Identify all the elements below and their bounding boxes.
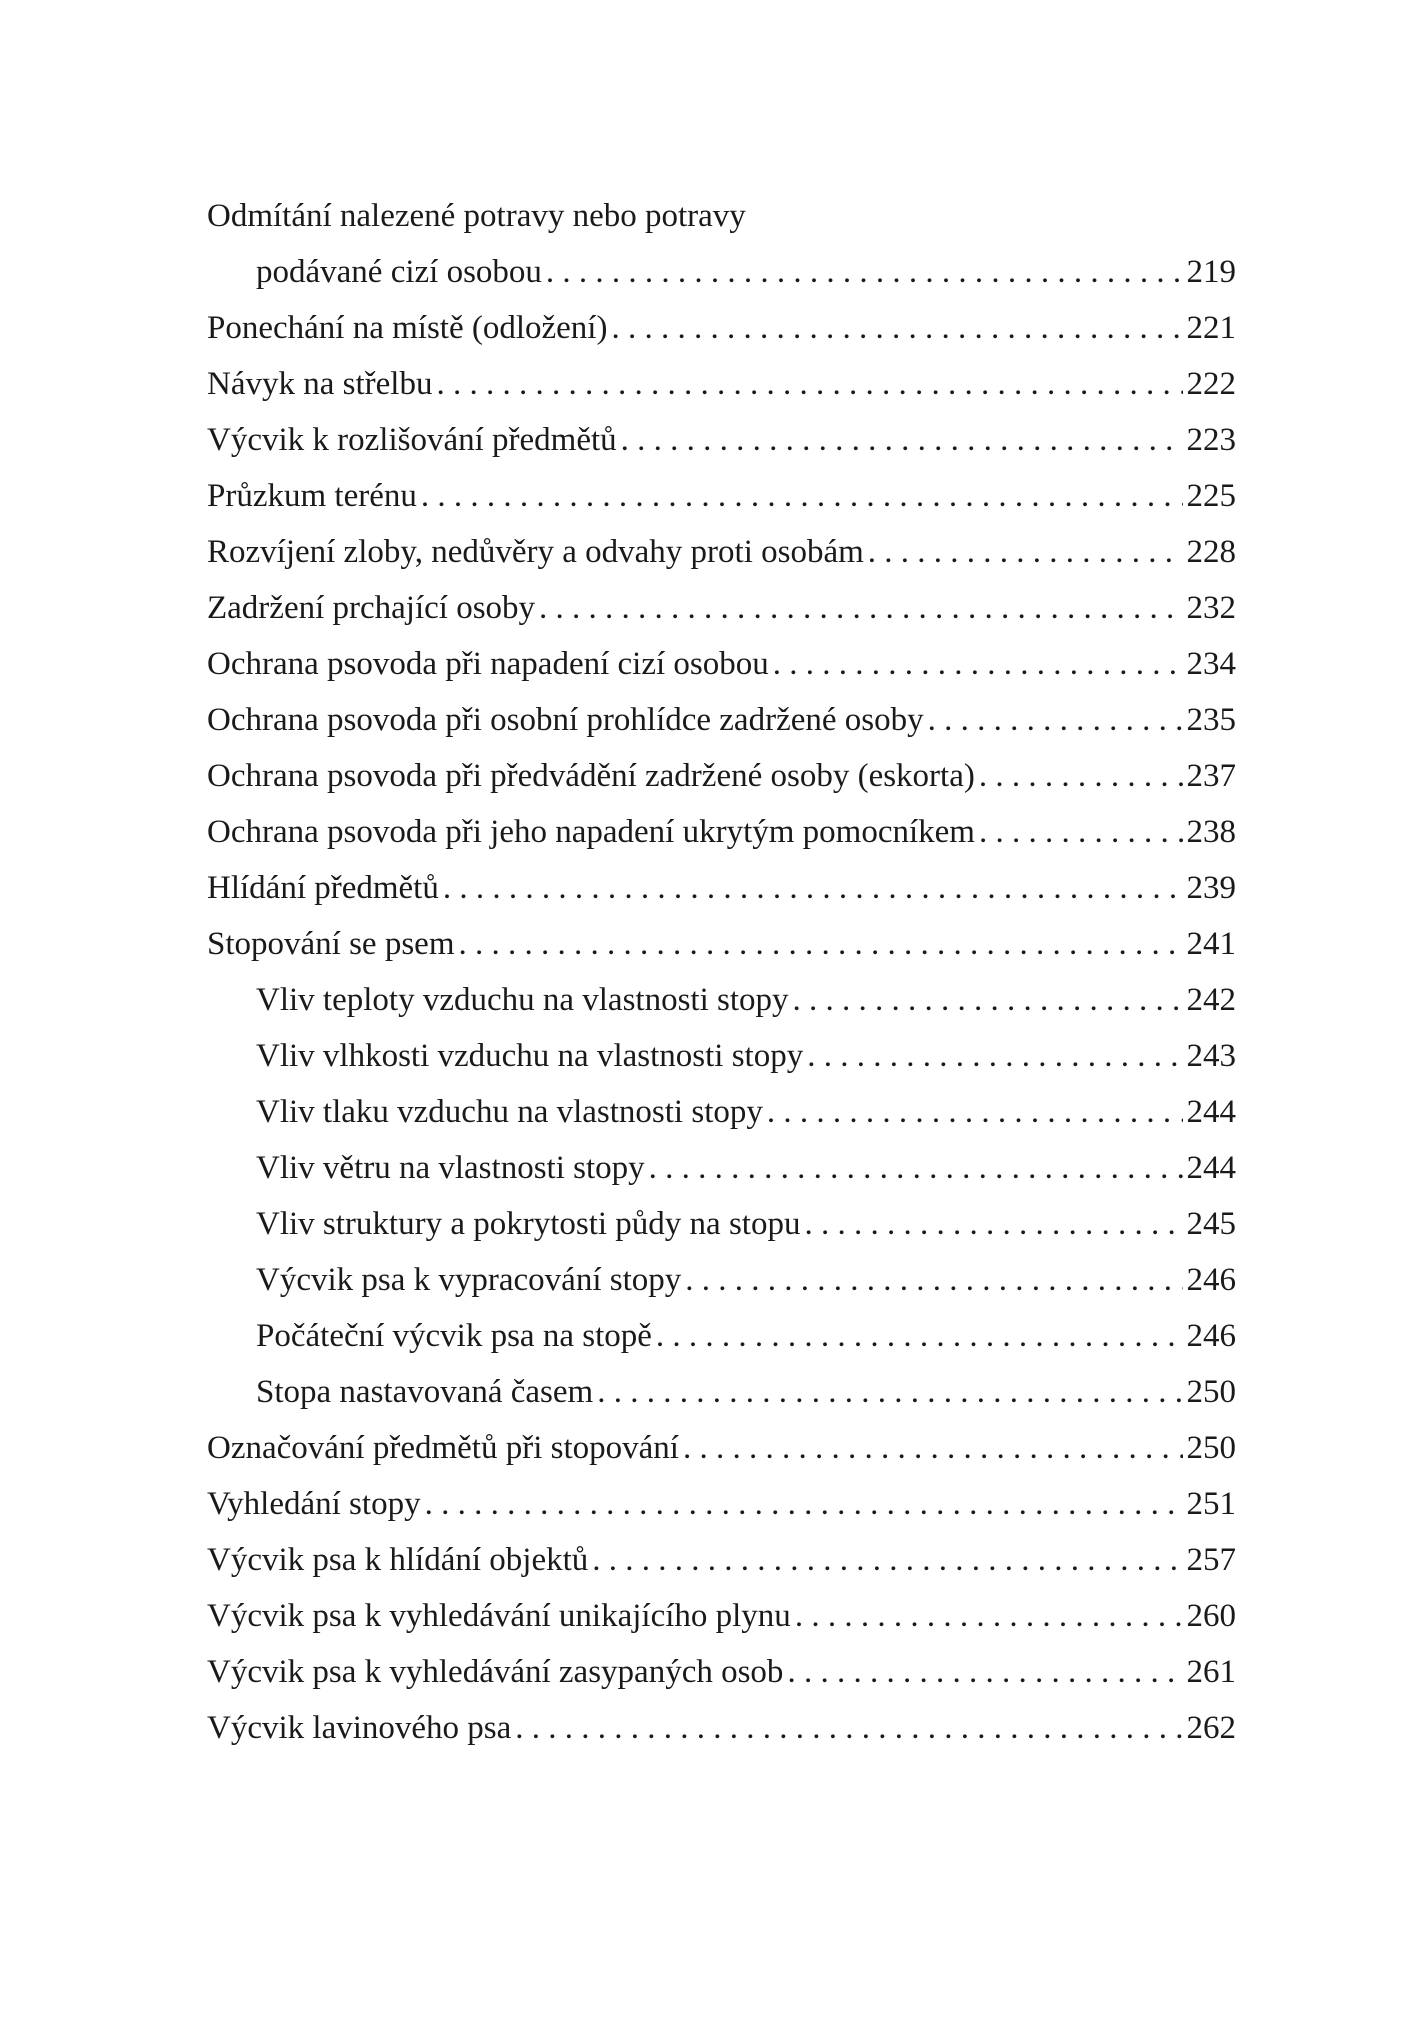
dot-leader — [685, 1252, 1182, 1308]
toc-entry — [207, 1028, 1236, 1084]
toc-entry — [207, 692, 1236, 748]
dot-leader — [767, 1084, 1183, 1140]
toc-page-number: 228 — [1186, 534, 1236, 570]
dot-leader — [787, 1644, 1182, 1700]
dot-leader — [546, 244, 1183, 300]
toc-entry-title: Vliv struktury a pokrytosti půdy na stopu — [256, 1206, 801, 1242]
dot-leader — [611, 300, 1182, 356]
toc-page-number: 257 — [1186, 1542, 1236, 1578]
toc-entry-title: Stopa nastavovaná časem — [256, 1374, 594, 1410]
dot-leader — [683, 1420, 1183, 1476]
toc-entry-title-line1: Odmítání nalezené potravy nebo potravy — [207, 198, 746, 234]
toc-entry — [207, 1476, 1236, 1532]
toc-entry-title: Výcvik psa k hlídání objektů — [207, 1542, 589, 1578]
toc-entry — [207, 804, 1236, 860]
dot-leader — [597, 1364, 1182, 1420]
toc-entry — [207, 300, 1236, 356]
dot-leader — [793, 972, 1183, 1028]
dot-leader — [807, 1028, 1182, 1084]
toc-entry — [207, 580, 1236, 636]
toc-page-number: 225 — [1186, 478, 1236, 514]
toc-entry-title: Vyhledání stopy — [207, 1486, 421, 1522]
toc-entry — [207, 468, 1236, 524]
toc-entry — [207, 1532, 1236, 1588]
toc-entry-title: Zadržení prchající osoby — [207, 590, 536, 626]
toc-entry-title: Vliv větru na vlastnosti stopy — [256, 1150, 645, 1186]
toc-entry-list — [207, 300, 1236, 1756]
toc-entry — [207, 1252, 1236, 1308]
toc-page-number: 243 — [1186, 1038, 1236, 1074]
toc-page-number: 223 — [1186, 422, 1236, 458]
toc-page-number: 250 — [1186, 1374, 1236, 1410]
toc-entry-title: Hlídání předmětů — [207, 870, 439, 906]
toc-entry-title: Výcvik psa k vyhledávání zasypaných osob — [207, 1654, 784, 1690]
toc-page-number: 241 — [1186, 926, 1236, 962]
dot-leader — [443, 860, 1183, 916]
dot-leader — [773, 636, 1183, 692]
dot-leader — [436, 356, 1182, 412]
dot-leader — [795, 1588, 1183, 1644]
dot-leader — [592, 1532, 1182, 1588]
toc-entry-title: Ochrana psovoda při osobní prohlídce zadržené osoby — [207, 702, 924, 738]
toc-entry-title: Výcvik lavinového psa — [207, 1710, 512, 1746]
toc-entry-title: Ochrana psovoda při jeho napadení ukrytým pomocníkem — [207, 814, 975, 850]
toc-page-number: 245 — [1186, 1206, 1236, 1242]
dot-leader — [458, 916, 1182, 972]
toc-page-number: 246 — [1186, 1318, 1236, 1354]
toc-page-number: 244 — [1186, 1094, 1236, 1130]
dot-leader — [539, 580, 1182, 636]
toc-entry-title: Rozvíjení zloby, nedůvěry a odvahy proti osobám — [207, 534, 864, 570]
toc-entry-title: Návyk na střelbu — [207, 366, 433, 402]
toc-entry — [207, 1196, 1236, 1252]
toc-entry-title: podávané cizí osobou — [256, 254, 542, 290]
toc-page-number: 222 — [1186, 366, 1236, 402]
toc-page-number: 246 — [1186, 1262, 1236, 1298]
toc-page-number: 262 — [1186, 1710, 1236, 1746]
toc-entry — [207, 748, 1236, 804]
toc-entry — [207, 524, 1236, 580]
toc-page-number: 237 — [1186, 758, 1236, 794]
toc-entry — [207, 1700, 1236, 1756]
toc-page-number: 239 — [1186, 870, 1236, 906]
toc-entry-title: Výcvik k rozlišování předmětů — [207, 422, 617, 458]
toc-entry-title: Průzkum terénu — [207, 478, 417, 514]
dot-leader — [868, 524, 1183, 580]
dot-leader — [979, 804, 1183, 860]
toc-page-number: 238 — [1186, 814, 1236, 850]
dot-leader — [649, 1140, 1183, 1196]
dot-leader — [515, 1700, 1182, 1756]
toc-entry — [207, 1644, 1236, 1700]
toc-page-number: 251 — [1186, 1486, 1236, 1522]
toc-entry — [207, 1588, 1236, 1644]
toc-entry — [207, 1308, 1236, 1364]
toc-entry — [207, 972, 1236, 1028]
toc-entry-title: Počáteční výcvik psa na stopě — [256, 1318, 652, 1354]
toc-entry-title: Vliv teploty vzduchu na vlastnosti stopy — [256, 982, 789, 1018]
toc-entry-title: Stopování se psem — [207, 926, 455, 962]
dot-leader — [621, 412, 1183, 468]
toc-page-number: 244 — [1186, 1150, 1236, 1186]
toc-page-number: 261 — [1186, 1654, 1236, 1690]
toc-page-number: 260 — [1186, 1598, 1236, 1634]
toc-page-number: 232 — [1186, 590, 1236, 626]
dot-leader — [421, 468, 1183, 524]
toc-entry — [207, 916, 1236, 972]
dot-leader — [656, 1308, 1183, 1364]
toc-entry-title: Výcvik psa k vypracování stopy — [256, 1262, 682, 1298]
toc-page-number: 242 — [1186, 982, 1236, 1018]
toc-entry — [207, 1364, 1236, 1420]
dot-leader — [425, 1476, 1183, 1532]
toc-page-number: 250 — [1186, 1430, 1236, 1466]
toc-entry-title: Ochrana psovoda při napadení cizí osobou — [207, 646, 769, 682]
toc-page-number: 221 — [1186, 310, 1236, 346]
toc-entry — [207, 244, 1236, 300]
dot-leader — [804, 1196, 1182, 1252]
toc-entry-title: Ochrana psovoda při předvádění zadržené osoby (eskorta) — [207, 758, 975, 794]
table-of-contents — [207, 188, 1236, 1756]
toc-entry — [207, 1420, 1236, 1476]
dot-leader — [979, 748, 1183, 804]
toc-entry-title: Vliv vlhkosti vzduchu na vlastnosti stopy — [256, 1038, 804, 1074]
toc-entry — [207, 1084, 1236, 1140]
toc-page-number: 219 — [1186, 254, 1236, 290]
toc-entry — [207, 412, 1236, 468]
toc-entry-title: Vliv tlaku vzduchu na vlastnosti stopy — [256, 1094, 763, 1130]
toc-page-number: 234 — [1186, 646, 1236, 682]
toc-entry — [207, 636, 1236, 692]
toc-entry-title: Označování předmětů při stopování — [207, 1430, 679, 1466]
toc-entry-title: Výcvik psa k vyhledávání unikajícího plynu — [207, 1598, 791, 1634]
dot-leader — [928, 692, 1183, 748]
toc-page-number: 235 — [1186, 702, 1236, 738]
toc-entry — [207, 356, 1236, 412]
toc-entry-title: Ponechání na místě (odložení) — [207, 310, 608, 346]
toc-entry — [207, 860, 1236, 916]
toc-entry — [207, 1140, 1236, 1196]
